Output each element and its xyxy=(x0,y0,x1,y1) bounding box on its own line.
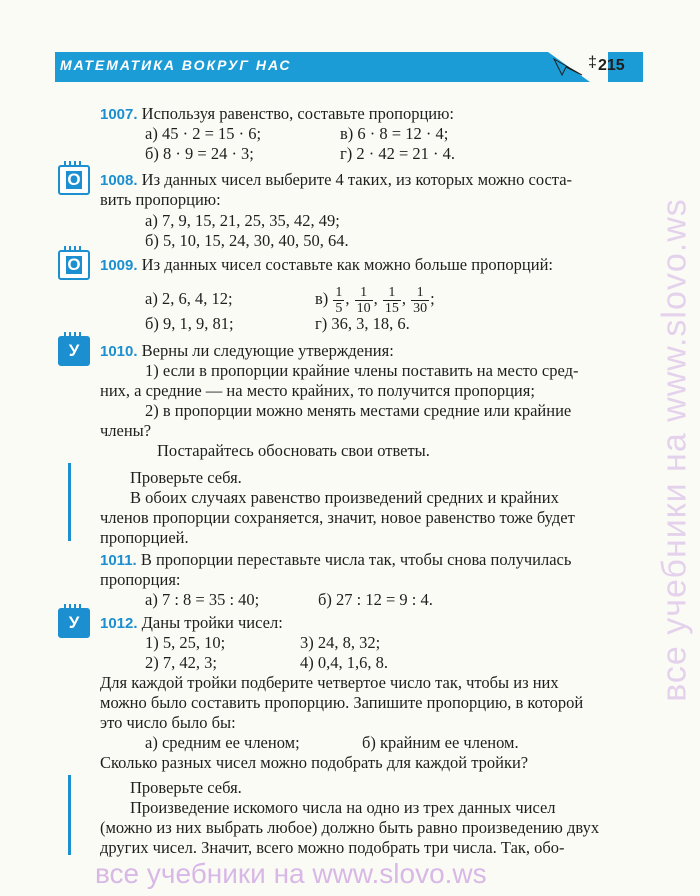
problem-number: 1009. xyxy=(100,257,138,274)
option-a: а) 7, 9, 15, 21, 25, 35, 42, 49; xyxy=(145,211,340,230)
triple-1: 1) 5, 25, 10; xyxy=(145,633,226,652)
statement-line: 2) в пропорции можно менять местами средние или крайние xyxy=(145,401,572,420)
statement-line: члены? xyxy=(100,421,152,440)
problem-number: 1011. xyxy=(100,552,137,569)
check-title: Проверьте себя. xyxy=(130,778,242,797)
statement-line: 1) если в пропорции крайние члены поставить на место сред- xyxy=(145,361,579,380)
check-line: В обоих случаях равенство произведений средних и крайних xyxy=(130,488,559,507)
problem-line: Сколько разных чисел можно подобрать для каждой тройки? xyxy=(100,753,529,772)
check-line: пропорцией. xyxy=(100,528,189,547)
option-b: б) крайним ее членом. xyxy=(362,733,519,752)
triple-2: 2) 7, 42, 3; xyxy=(145,653,217,672)
problem-number: 1008. xyxy=(100,172,138,189)
fraction: $\frac{1}{10}$ xyxy=(356,284,371,316)
problem-line: это число было бы: xyxy=(100,713,236,732)
problem-1008 xyxy=(100,170,572,191)
badge-u-icon: У xyxy=(58,336,90,366)
option-a: а) 7 : 8 = 35 : 40; xyxy=(145,590,260,609)
problem-text: Из данных чисел выберите 4 таких, из которых можно соста- xyxy=(141,170,573,189)
problem-1011 xyxy=(100,550,571,571)
spiral-icon: ‡ xyxy=(588,54,597,71)
header-title: МАТЕМАТИКА ВОКРУГ НАС xyxy=(60,57,292,73)
problem-text-cont: вить пропорцию: xyxy=(100,190,221,209)
check-title: Проверьте себя. xyxy=(130,468,242,487)
problem-text: Из данных чисел составьте как можно больше пропорций: xyxy=(141,255,553,274)
problem-line: можно было составить пропорцию. Запишите пропорцию, в которой xyxy=(100,693,584,712)
check-line: членов пропорции сохраняется, значит, новое равенство тоже будет xyxy=(100,508,575,527)
option-a: а) 2, 6, 4, 12; xyxy=(145,289,233,308)
option-v-fractions: в) $\frac{1}{5}$ , $\frac{1}{10}$ , $\frac{1}{15}$ , $\frac{1}{30}$ ; xyxy=(315,284,435,316)
problem-1007 xyxy=(100,104,454,125)
problem-text: Используя равенство, составьте пропорцию: xyxy=(141,104,455,123)
badge-o-icon: О xyxy=(58,165,90,195)
option-a: а) 45 · 2 = 15 · 6; xyxy=(145,124,262,143)
triple-4: 4) 0,4, 1,6, 8. xyxy=(300,653,388,672)
side-watermark: все учебники на www.slovo.ws xyxy=(655,198,694,702)
problem-line: Для каждой тройки подберите четвертое число так, чтобы из них xyxy=(100,673,559,692)
triple-3: 3) 24, 8, 32; xyxy=(300,633,381,652)
check-line: Произведение искомого числа на одно из трех данных чисел xyxy=(130,798,556,817)
badge-u-icon: У xyxy=(58,608,90,638)
check-line: других чисел. Значит, всего можно подобрать три числа. Так, обо- xyxy=(100,838,565,857)
bottom-watermark: все учебники на www.slovo.ws xyxy=(95,858,487,889)
option-v: в) 6 · 8 = 12 · 4; xyxy=(340,124,449,143)
option-g: г) 36, 3, 18, 6. xyxy=(315,314,410,333)
problem-text: В пропорции переставьте числа так, чтобы снова получилась xyxy=(140,550,572,569)
fraction: $\frac{1}{5}$ xyxy=(335,284,343,316)
problem-1009 xyxy=(100,255,553,276)
fraction: $\frac{1}{30}$ xyxy=(413,284,428,316)
problem-1010 xyxy=(100,341,394,362)
page-number: 215 xyxy=(598,57,625,74)
option-g: г) 2 · 42 = 21 · 4. xyxy=(340,144,456,163)
statement-line: них, а средние — на место крайних, то получится пропорция; xyxy=(100,381,535,400)
check-line: (можно из них выбрать любое) должно быть равно произведению двух xyxy=(100,818,600,837)
fraction: $\frac{1}{15}$ xyxy=(384,284,399,316)
option-a: а) средним ее членом; xyxy=(145,733,300,752)
problem-number: 1010. xyxy=(100,343,138,360)
badge-o-icon: О xyxy=(58,250,90,280)
check-bar xyxy=(68,463,71,541)
problem-text: Даны тройки чисел: xyxy=(141,613,283,632)
option-b: б) 27 : 12 = 9 : 4. xyxy=(318,590,433,609)
arrow-icon xyxy=(552,55,584,79)
problem-number: 1012. xyxy=(100,615,138,632)
option-b: б) 9, 1, 9, 81; xyxy=(145,314,234,333)
problem-text-cont: пропорция: xyxy=(100,570,181,589)
statement-line: Постарайтесь обосновать свои ответы. xyxy=(157,441,430,460)
problem-1012 xyxy=(100,613,283,634)
option-b: б) 5, 10, 15, 24, 30, 40, 50, 64. xyxy=(145,231,349,250)
check-bar xyxy=(68,775,71,855)
option-b: б) 8 · 9 = 24 · 3; xyxy=(145,144,254,163)
problem-number: 1007. xyxy=(100,106,138,123)
problem-text: Верны ли следующие утверждения: xyxy=(141,341,394,360)
